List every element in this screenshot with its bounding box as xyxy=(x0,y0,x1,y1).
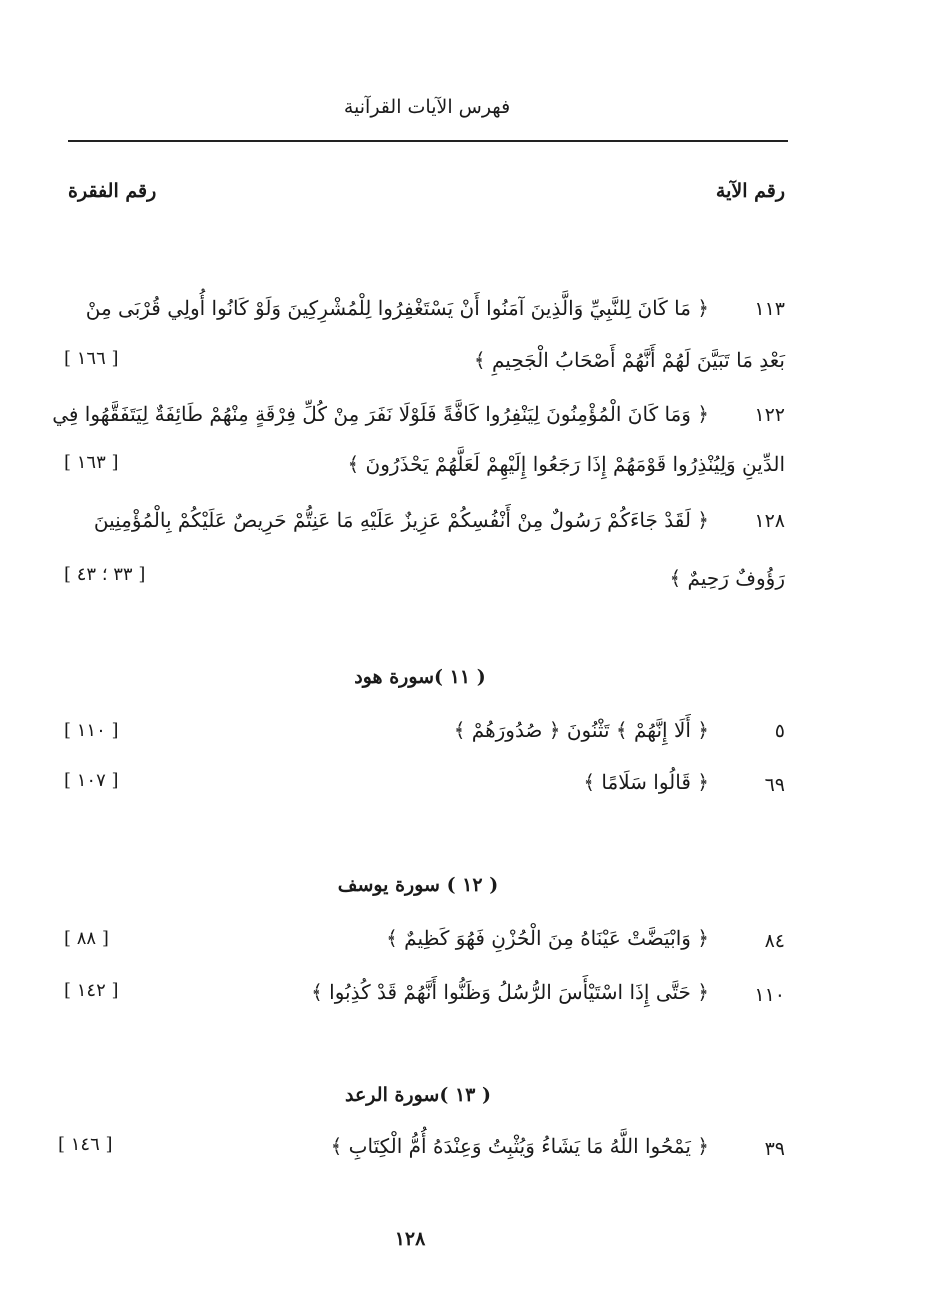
verse-number: ١٢٢ xyxy=(754,404,785,426)
surah-title: ( ١٢ ) سورة يوسف xyxy=(337,874,499,896)
verse-number: ١٢٨ xyxy=(754,510,785,532)
paragraph-ref: [ ١١٠ ] xyxy=(64,720,119,741)
verse-text-line: الدِّينِ وَلِيُنْذِرُوا قَوْمَهُمْ إِذَا رَجَعُوا إِلَيْهِمْ لَعَلَّهُمْ يَحْذَرُونَ ﴾ xyxy=(347,452,785,476)
paragraph-ref: [ ١٤٢ ] xyxy=(64,980,119,1001)
verse-number: ٦٩ xyxy=(764,774,785,796)
verse-number: ٨٤ xyxy=(764,930,785,952)
page-number: ١٢٨ xyxy=(394,1228,426,1250)
verse-text: ﴿ قَالُوا سَلَامًا ﴾ xyxy=(583,770,709,794)
surah-title: ( ١٣ )سورة الرعد xyxy=(345,1084,491,1106)
verse-number: ١١٣ xyxy=(754,298,785,320)
verse-number: ٥ xyxy=(774,720,785,742)
paragraph-ref: [ ٣٣ ؛ ٤٣ ] xyxy=(64,564,146,585)
paragraph-ref: [ ١٦٦ ] xyxy=(64,348,119,369)
paragraph-number-heading: رقم الفقرة xyxy=(68,180,157,202)
verse-number-heading: رقم الآية xyxy=(715,180,785,202)
verse-text-line: بَعْدِ مَا تَبَيَّنَ لَهُمْ أَنَّهُمْ أَصْحَابُ الْجَحِيمِ ﴾ xyxy=(473,348,785,372)
verse-number: ٣٩ xyxy=(764,1138,785,1160)
verse-text: ﴿ يَمْحُوا اللَّهُ مَا يَشَاءُ وَيُثْبِتُ وَعِنْدَهُ أُمُّ الْكِتَابِ ﴾ xyxy=(330,1134,709,1158)
verse-text-line: رَؤُوفٌ رَحِيمٌ ﴾ xyxy=(669,566,785,590)
verse-text: ﴿ أَلَا إِنَّهُمْ ﴾ تَثْنُونَ ﴿ صُدُورَهُمْ ﴾ xyxy=(453,718,709,742)
surah-title: ( ١١ )سورة هود xyxy=(354,666,486,688)
paragraph-ref: [ ١٦٣ ] xyxy=(64,452,119,473)
paragraph-ref: [ ١٤٦ ] xyxy=(58,1134,113,1155)
verse-text-line: ﴿ مَا كَانَ لِلنَّبِيِّ وَالَّذِينَ آمَنُوا أَنْ يَسْتَغْفِرُوا لِلْمُشْرِكِينَ وَلَوْ كَانُوا أُولِي قُرْبَى مِنْ xyxy=(85,296,709,320)
paragraph-ref: [ ٨٨ ] xyxy=(64,928,109,949)
verse-text-line: ﴿ وَمَا كَانَ الْمُؤْمِنُونَ لِيَنْفِرُوا كَافَّةً فَلَوْلَا نَفَرَ مِنْ كُلِّ فِرْقَةٍ مِنْهُمْ طَائِفَةٌ لِيَتَفَقَّهُوا فِي xyxy=(52,402,709,426)
verse-number: ١١٠ xyxy=(754,984,785,1006)
paragraph-ref: [ ١٠٧ ] xyxy=(64,770,119,791)
running-title: فهرس الآيات القرآنية xyxy=(343,96,511,118)
header-rule xyxy=(68,140,788,142)
verse-text-line: ﴿ لَقَدْ جَاءَكُمْ رَسُولٌ مِنْ أَنْفُسِكُمْ عَزِيزٌ عَلَيْهِ مَا عَنِتُّمْ حَرِيصٌ عَلَيْكُمْ بِالْمُؤْمِنِينَ xyxy=(93,508,709,532)
verse-text: ﴿ حَتَّى إِذَا اسْتَيْأَسَ الرُّسُلُ وَظَنُّوا أَنَّهُمْ قَدْ كُذِبُوا ﴾ xyxy=(311,980,709,1004)
verse-text: ﴿ وَابْيَضَّتْ عَيْنَاهُ مِنَ الْحُزْنِ فَهُوَ كَظِيمٌ ﴾ xyxy=(386,926,709,950)
